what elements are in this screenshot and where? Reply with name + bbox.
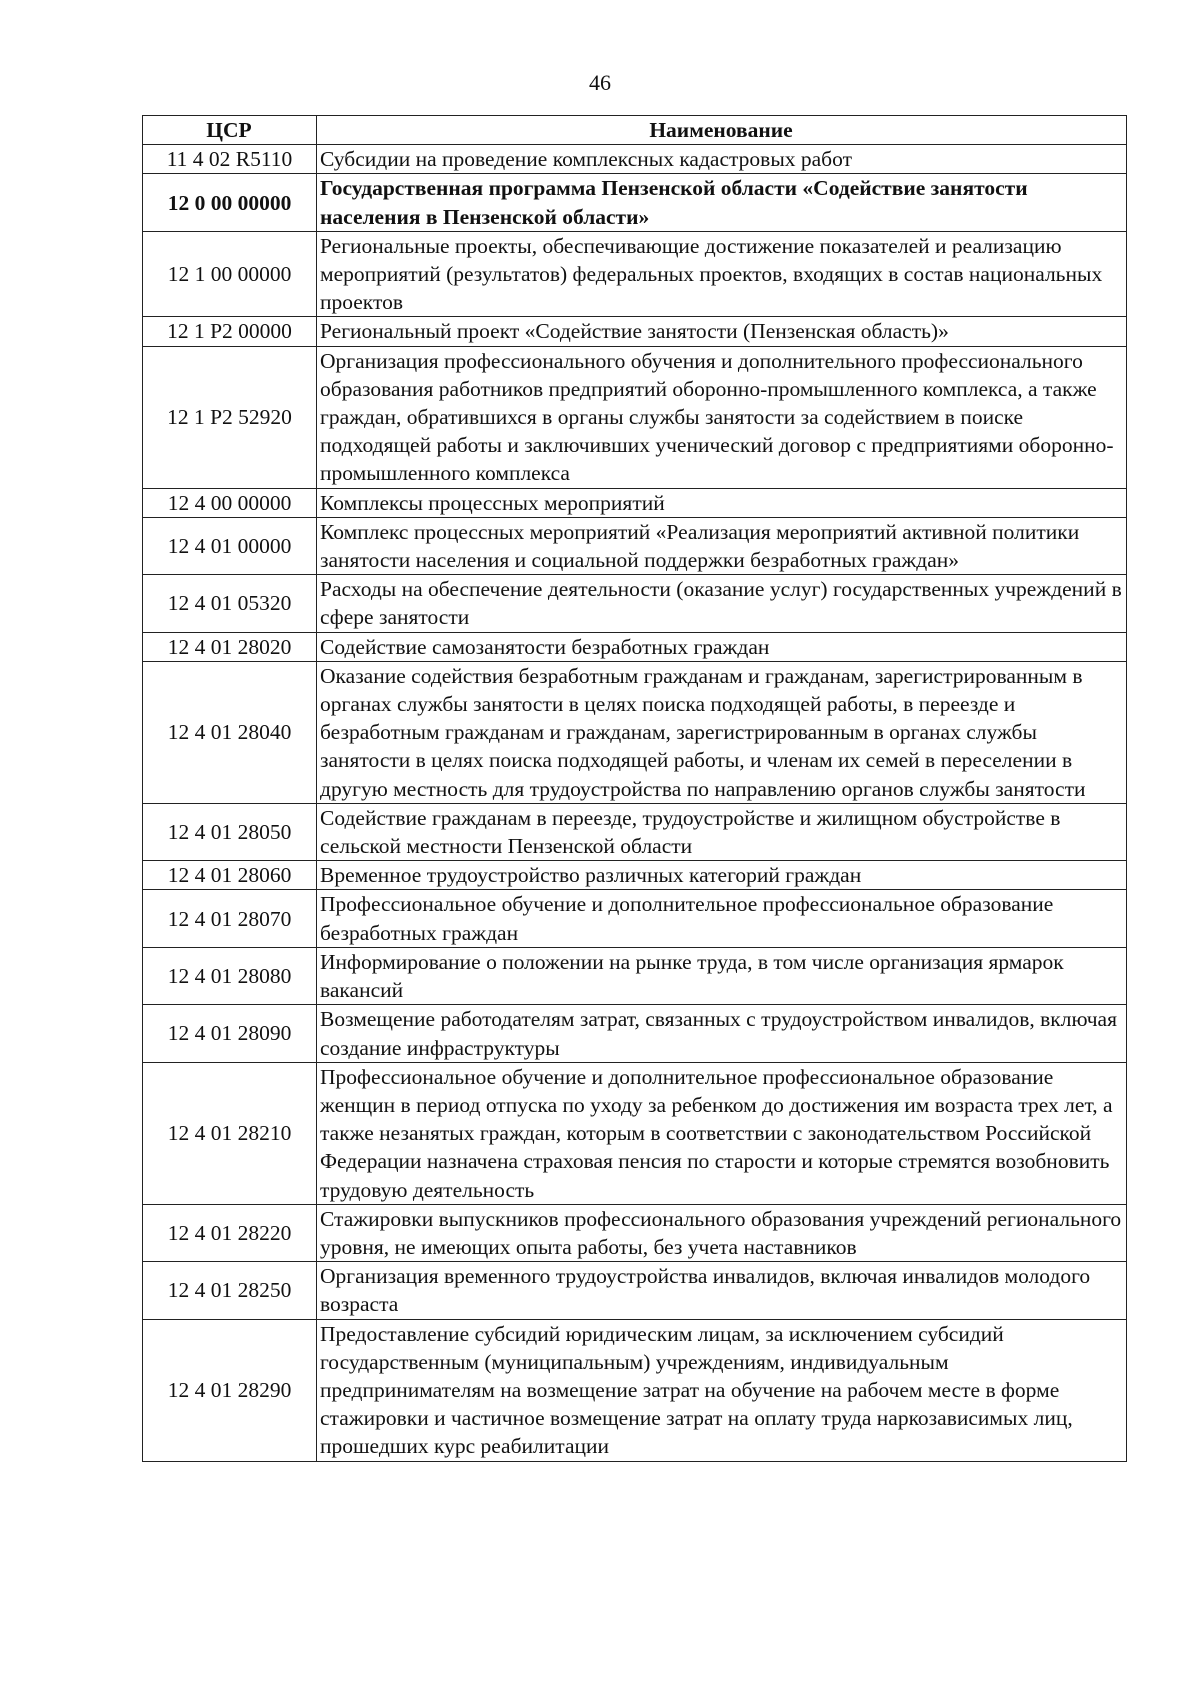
table-row bbox=[143, 346, 1127, 488]
table-row bbox=[143, 231, 1127, 317]
row-code-cell: 12 4 00 00000 bbox=[143, 488, 317, 517]
table-row bbox=[143, 1262, 1127, 1319]
budget-classification-table bbox=[142, 115, 1127, 1462]
row-name-cell: Предоставление субсидий юридическим лицам, за исключением субсидий государственным (муниципальным) учреждениям, индивидуальным предпринимателям на возмещение затрат на обучение на рабочем месте в форме стажировки и частичное возмещение затрат на оплату труда наркозависимых лиц, прошедших курс реабилитации bbox=[317, 1319, 1127, 1461]
table-row bbox=[143, 890, 1127, 947]
row-name-cell: Организация профессионального обучения и дополнительного профессионального образования работников предприятий оборонно-промышленного комплекса, а также граждан, обратившихся в органы службы занятости за содействием в поиске подходящей работы и заключивших ученический договор с предприятиями оборонно-промышленного комплекса bbox=[317, 346, 1127, 488]
row-code-cell: 12 4 01 28070 bbox=[143, 890, 317, 947]
row-code-cell: 12 4 01 28090 bbox=[143, 1005, 317, 1062]
row-name-cell: Региональный проект «Содействие занятости (Пензенская область)» bbox=[317, 317, 1127, 346]
table-row bbox=[143, 632, 1127, 661]
row-code-cell: 12 4 01 28250 bbox=[143, 1262, 317, 1319]
row-code-cell: 12 4 01 28020 bbox=[143, 632, 317, 661]
row-code-cell: 12 4 01 28210 bbox=[143, 1062, 317, 1204]
table-row bbox=[143, 803, 1127, 860]
row-code-cell: 12 1 Р2 00000 bbox=[143, 317, 317, 346]
row-name-cell: Профессиональное обучение и дополнительное профессиональное образование женщин в период отпуска по уходу за ребенком до достижения им возраста трех лет, а также незанятых граждан, которым в соответствии с законодательством Российской Федерации назначена страховая пенсия по старости и которые стремятся возобновить трудовую деятельность bbox=[317, 1062, 1127, 1204]
page-number: 46 bbox=[589, 70, 611, 95]
row-code-cell: 12 4 01 05320 bbox=[143, 575, 317, 632]
row-code-cell: 12 4 01 28050 bbox=[143, 803, 317, 860]
row-name-cell: Содействие самозанятости безработных граждан bbox=[317, 632, 1127, 661]
row-code-cell: 12 1 Р2 52920 bbox=[143, 346, 317, 488]
row-code-cell: 12 4 01 28060 bbox=[143, 861, 317, 890]
row-name-cell: Содействие гражданам в переезде, трудоустройстве и жилищном обустройстве в сельской местности Пензенской области bbox=[317, 803, 1127, 860]
row-name-cell: Оказание содействия безработным гражданам и гражданам, зарегистрированным в органах службы занятости в целях поиска подходящей работы, в переезде и безработным гражданам и гражданам, зарегистрированным в органах службы занятости в целях поиска подходящей работы, и членам их семей в переселении в другую местность для трудоустройства по направлению органов службы занятости bbox=[317, 661, 1127, 803]
table-row bbox=[143, 575, 1127, 632]
row-name-cell: Комплекс процессных мероприятий «Реализация мероприятий активной политики занятости населения и социальной поддержки безработных граждан» bbox=[317, 517, 1127, 574]
row-code-cell: 12 0 00 00000 bbox=[143, 174, 317, 231]
table-row bbox=[143, 174, 1127, 231]
row-name-cell: Государственная программа Пензенской области «Содействие занятости населения в Пензенской области» bbox=[317, 174, 1127, 231]
row-name-cell: Организация временного трудоустройства инвалидов, включая инвалидов молодого возраста bbox=[317, 1262, 1127, 1319]
row-name-cell: Возмещение работодателям затрат, связанных с трудоустройством инвалидов, включая создание инфраструктуры bbox=[317, 1005, 1127, 1062]
row-name-cell: Информирование о положении на рынке труда, в том числе организация ярмарок вакансий bbox=[317, 947, 1127, 1004]
table-row bbox=[143, 1005, 1127, 1062]
row-code-cell: 12 4 01 00000 bbox=[143, 517, 317, 574]
table-row bbox=[143, 145, 1127, 174]
table-row bbox=[143, 1319, 1127, 1461]
row-code-cell: 12 4 01 28080 bbox=[143, 947, 317, 1004]
row-name-cell: Субсидии на проведение комплексных кадастровых работ bbox=[317, 145, 1127, 174]
row-name-cell: Стажировки выпускников профессионального образования учреждений регионального уровня, не имеющих опыта работы, без учета наставников bbox=[317, 1204, 1127, 1261]
row-name-cell: Профессиональное обучение и дополнительное профессиональное образование безработных граждан bbox=[317, 890, 1127, 947]
row-name-cell: Комплексы процессных мероприятий bbox=[317, 488, 1127, 517]
row-name-cell: Расходы на обеспечение деятельности (оказание услуг) государственных учреждений в сфере занятости bbox=[317, 575, 1127, 632]
header-csr: ЦСР bbox=[143, 116, 317, 145]
row-name-cell: Региональные проекты, обеспечивающие достижение показателей и реализацию мероприятий (результатов) федеральных проектов, входящих в состав национальных проектов bbox=[317, 231, 1127, 317]
row-code-cell: 11 4 02 R5110 bbox=[143, 145, 317, 174]
row-code-cell: 12 4 01 28290 bbox=[143, 1319, 317, 1461]
row-code-cell: 12 1 00 00000 bbox=[143, 231, 317, 317]
table-row bbox=[143, 947, 1127, 1004]
row-code-cell: 12 4 01 28220 bbox=[143, 1204, 317, 1261]
table-row bbox=[143, 517, 1127, 574]
table-row bbox=[143, 317, 1127, 346]
header-name: Наименование bbox=[317, 116, 1127, 145]
table-body bbox=[143, 145, 1127, 1461]
table-row bbox=[143, 861, 1127, 890]
table-header bbox=[143, 116, 1127, 145]
row-name-cell: Временное трудоустройство различных категорий граждан bbox=[317, 861, 1127, 890]
table-row bbox=[143, 488, 1127, 517]
table-row bbox=[143, 1204, 1127, 1261]
table-header-row bbox=[143, 116, 1127, 145]
table-row bbox=[143, 661, 1127, 803]
table-row bbox=[143, 1062, 1127, 1204]
row-code-cell: 12 4 01 28040 bbox=[143, 661, 317, 803]
